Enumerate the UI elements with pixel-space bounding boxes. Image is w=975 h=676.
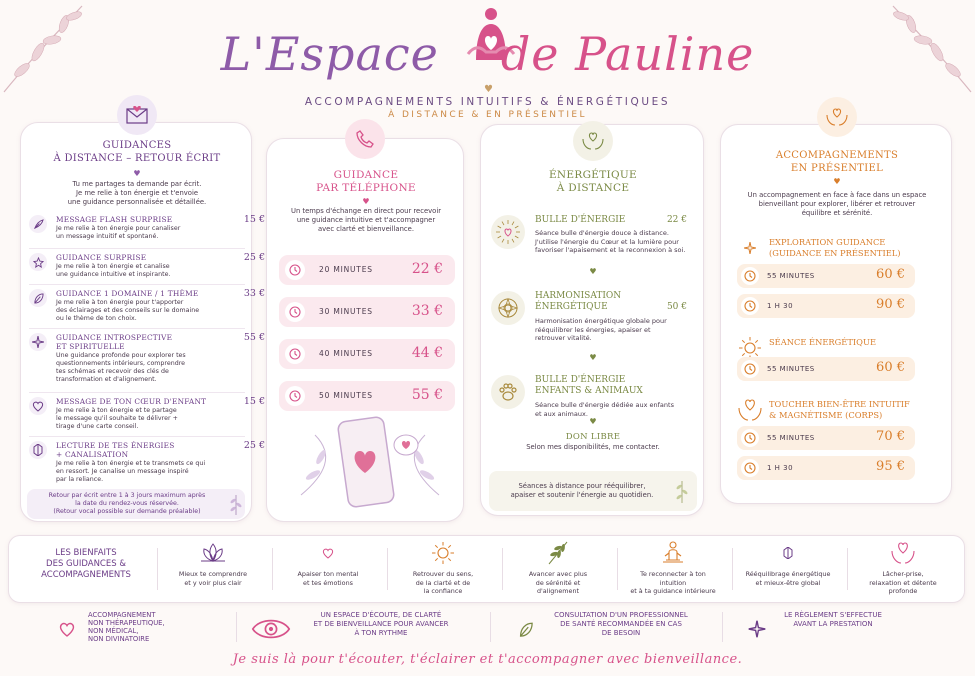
duration-label: 55 MINUTES bbox=[767, 272, 815, 280]
card3-note-box bbox=[489, 471, 697, 511]
benefit-text: Lâcher-prise, relaxation et détente profonde bbox=[869, 570, 937, 595]
card1-heart-icon: ♥ bbox=[133, 169, 141, 178]
divider-heart-icon: ♥ bbox=[589, 417, 597, 426]
card2-intro: Un temps d'échange en direct pour recevoir une guidance intuitive et t'accompagner avec clarté et bienveillance. bbox=[290, 207, 442, 233]
section-name: TOUCHER BIEN-ÊTRE INTUITIF & MAGNÉTISME (CORPS) bbox=[769, 399, 910, 420]
service-name: GUIDANCE 1 DOMAINE / 1 THÈME bbox=[56, 289, 199, 298]
benefit-item bbox=[167, 538, 259, 587]
brand-part2: de Pauline bbox=[500, 27, 755, 81]
divider bbox=[29, 284, 245, 285]
duration-price: 60 € bbox=[876, 360, 905, 375]
duration-label: 1 H 30 bbox=[767, 464, 794, 472]
don-libre-text: Selon mes disponibilités, me contacter. bbox=[526, 443, 660, 451]
service-price: 25 € bbox=[243, 252, 265, 263]
duration-label: 1 H 30 bbox=[767, 302, 794, 310]
duration-label: 40 MINUTES bbox=[319, 349, 373, 358]
heart-icon bbox=[29, 397, 47, 415]
divider-heart-icon: ♥ bbox=[589, 267, 597, 276]
card4-intro: Un accompagnement en face à face dans un espace bienveillant pour explorer, libérer et retrouver équilibre et sérénité. bbox=[747, 191, 927, 217]
benefit-item bbox=[627, 538, 719, 596]
service-description: Je me relie à ton énergie pour canaliser un message intuitif et spontané. bbox=[56, 225, 181, 240]
service-name: MESSAGE DE TON CŒUR D'ENFANT bbox=[56, 397, 207, 406]
leaf-icon bbox=[504, 608, 546, 650]
clock-icon bbox=[285, 260, 305, 280]
star-icon bbox=[29, 253, 47, 271]
subtitle: ACCOMPAGNEMENTS INTUITIFS & ÉNERGÉTIQUES bbox=[304, 96, 671, 108]
card2-title: GUIDANCE PAR TÉLÉPHONE bbox=[316, 169, 416, 194]
duration-price: 55 € bbox=[411, 387, 443, 403]
divider bbox=[502, 548, 503, 590]
duration-label: 20 MINUTES bbox=[319, 265, 373, 274]
sparkle-icon bbox=[737, 235, 763, 261]
divider bbox=[272, 548, 273, 590]
hands-heart-icon bbox=[817, 97, 857, 137]
service-description: Séance bulle d'énergie dédiée aux enfants et aux animaux. bbox=[535, 401, 674, 418]
benefit-item bbox=[282, 538, 374, 587]
service-name: LECTURE DE TES ÉNERGIES + CANALISATION bbox=[56, 441, 175, 459]
card2-heart-icon: ♥ bbox=[362, 197, 370, 206]
divider bbox=[722, 612, 723, 642]
hands-heart-icon bbox=[573, 121, 613, 161]
service-price: 15 € bbox=[243, 396, 265, 407]
presentiel-price-row bbox=[737, 426, 915, 450]
benefit-text: Avancer avec plus de sérénité et d'alignement bbox=[528, 570, 588, 595]
divider bbox=[490, 612, 491, 642]
crystal-icon bbox=[742, 538, 834, 568]
card1-note: Retour par écrit entre 1 à 3 jours maximum après la date du rendez-vous réservée. (Retour vocal possible sur demande préalable) bbox=[48, 492, 206, 515]
sun-heart-icon bbox=[491, 215, 525, 249]
lotus-icon bbox=[167, 538, 259, 568]
smartphone-heart-illustration bbox=[295, 415, 445, 515]
meditation-icon bbox=[627, 538, 719, 568]
divider bbox=[29, 328, 245, 329]
service-name: BULLE D'ÉNERGIE ENFANTS & ANIMAUX bbox=[535, 375, 643, 396]
clock-icon bbox=[741, 429, 759, 447]
card1-note-box bbox=[27, 489, 245, 519]
card-guidance-telephone bbox=[266, 138, 464, 522]
duration-price: 95 € bbox=[876, 459, 905, 474]
service-name: GUIDANCE SURPRISE bbox=[56, 253, 147, 262]
hands-heart-icon bbox=[857, 538, 949, 568]
paw-icon bbox=[491, 375, 525, 409]
duration-price: 33 € bbox=[411, 303, 443, 319]
sprig-icon bbox=[229, 493, 243, 515]
benefit-item bbox=[397, 538, 489, 596]
sun-icon bbox=[397, 538, 489, 568]
service-price: 22 € bbox=[666, 215, 687, 225]
card-accompagnements-presentiel bbox=[720, 124, 952, 504]
service-price: 15 € bbox=[243, 214, 265, 225]
eye-icon bbox=[250, 608, 292, 650]
service-description: Je me relie à ton énergie pour t'apporter des éclairages et des conseils sur le domaine ou le thème de ton choix. bbox=[56, 299, 200, 322]
feather-icon bbox=[29, 215, 47, 233]
heart-icon bbox=[282, 538, 374, 568]
presentiel-price-row bbox=[737, 294, 915, 318]
service-name: BULLE D'ÉNERGIE bbox=[535, 215, 626, 225]
service-name: MESSAGE FLASH SURPRISE bbox=[56, 215, 173, 224]
service-description: Je me relie à ton énergie et te transmets ce qui en ressort. Je canalise un message inspiré par la reliance. bbox=[56, 460, 206, 483]
phone-price-row bbox=[279, 255, 455, 285]
mandala-icon bbox=[491, 291, 525, 325]
footer-text: ACCOMPAGNEMENT NON THÉRAPEUTIQUE, NON MÉDICAL, NON DIVINATOIRE bbox=[88, 611, 165, 643]
card-energetique-distance bbox=[480, 124, 704, 516]
card4-title: ACCOMPAGNEMENTS EN PRÉSENTIEL bbox=[775, 150, 899, 174]
section-name: EXPLORATION GUIDANCE (GUIDANCE EN PRÉSENTIEL) bbox=[769, 237, 901, 258]
envelope-heart-icon bbox=[117, 95, 157, 135]
phone-icon bbox=[345, 119, 385, 159]
benefit-item bbox=[512, 538, 604, 596]
duration-price: 44 € bbox=[411, 345, 443, 361]
duration-price: 70 € bbox=[876, 429, 905, 444]
service-description: Je me relie à ton énergie et te partage le message qu'il souhaite te délivrer + tirage d'une carte conseil. bbox=[56, 407, 178, 430]
card-guidances-distance bbox=[20, 122, 265, 522]
clock-icon bbox=[285, 344, 305, 364]
benefit-item bbox=[857, 538, 949, 596]
phone-price-row bbox=[279, 339, 455, 369]
benefit-text: Apaiser ton mental et tes émotions bbox=[297, 570, 359, 587]
service-price: 50 € bbox=[666, 302, 687, 312]
brand-part1: L'Espace bbox=[220, 27, 439, 81]
card3-note: Séances à distance pour rééquilibrer, apaiser et soutenir l'énergie au quotidien. bbox=[510, 482, 654, 499]
benefit-text: Rééquilibrage énergétique et mieux-être global bbox=[745, 570, 831, 587]
card3-title: ÉNERGÉTIQUE À DISTANCE bbox=[548, 169, 638, 194]
service-description: Harmonisation énergétique globale pour rééquilibrer les énergies, apaiser et retrouver vitalité. bbox=[535, 317, 667, 342]
duration-label: 50 MINUTES bbox=[319, 391, 373, 400]
brand-title bbox=[0, 24, 975, 84]
duration-price: 90 € bbox=[876, 297, 905, 312]
service-price: 25 € bbox=[243, 440, 265, 451]
clock-icon bbox=[741, 297, 759, 315]
footer-text: UN ESPACE D'ÉCOUTE, DE CLARTÉ ET DE BIENVEILLANCE POUR AVANCER À TON RYTHME bbox=[313, 611, 449, 637]
benefit-text: Te reconnecter à ton intuition et à ta guidance intérieure bbox=[630, 570, 716, 595]
hands-heart-icon bbox=[737, 397, 763, 423]
duration-price: 60 € bbox=[876, 267, 905, 282]
card4-heart-icon: ♥ bbox=[833, 177, 841, 186]
divider bbox=[387, 548, 388, 590]
duration-label: 30 MINUTES bbox=[319, 307, 373, 316]
don-libre-title: DON LIBRE bbox=[565, 432, 621, 442]
benefits-title: LES BIENFAITS DES GUIDANCES & ACCOMPAGNEMENTS bbox=[41, 548, 131, 580]
service-description: Séance bulle d'énergie douce à distance. J'utilise l'énergie du Cœur et la lumière pour favoriser l'apaisement et la reconnexion à soi. bbox=[535, 229, 686, 254]
clock-icon bbox=[285, 302, 305, 322]
service-description: Je me relie à ton énergie et canalise une guidance intuitive et inspirante. bbox=[56, 263, 171, 278]
service-name: HARMONISATION ÉNERGÉTIQUE bbox=[535, 291, 622, 312]
divider bbox=[847, 548, 848, 590]
card1-title: GUIDANCES À DISTANCE – RETOUR ÉCRIT bbox=[53, 140, 221, 164]
service-price: 55 € bbox=[243, 332, 265, 343]
service-price: 33 € bbox=[243, 288, 265, 299]
presentiel-price-row bbox=[737, 456, 915, 480]
footer-text: LE RÈGLEMENT S'EFFECTUE AVANT LA PRESTATION bbox=[784, 611, 882, 628]
clock-icon bbox=[285, 386, 305, 406]
divider bbox=[617, 548, 618, 590]
duration-label: 55 MINUTES bbox=[767, 365, 815, 373]
duration-price: 22 € bbox=[411, 261, 443, 277]
benefit-item bbox=[742, 538, 834, 587]
presentiel-price-row bbox=[737, 357, 915, 381]
benefits-bar bbox=[8, 535, 965, 603]
phone-price-row bbox=[279, 381, 455, 411]
service-description: Une guidance profonde pour explorer tes questionnements intérieurs, comprendre tes schémas et recevoir des clés de transformation et d'alignement. bbox=[56, 352, 186, 383]
sprig-icon bbox=[675, 479, 689, 503]
service-name: GUIDANCE INTROSPECTIVE ET SPIRITUELLE bbox=[56, 333, 173, 351]
phone-price-row bbox=[279, 297, 455, 327]
subtitle-secondary: À DISTANCE & EN PRÉSENTIEL bbox=[388, 110, 587, 120]
divider bbox=[29, 248, 245, 249]
divider bbox=[157, 548, 158, 590]
sparkle-icon bbox=[29, 333, 47, 351]
benefit-text: Retrouver du sens, de la clarté et de la confiance bbox=[412, 570, 474, 595]
footer-text: CONSULTATION D'UN PROFESSIONNEL DE SANTÉ RECOMMANDÉE EN CAS DE BESOIN bbox=[554, 611, 688, 637]
divider bbox=[29, 436, 245, 437]
leaf-icon bbox=[29, 289, 47, 307]
crystal-icon bbox=[29, 441, 47, 459]
card1-intro: Tu me partages ta demande par écrit. Je me relie à ton énergie et t'envoie une guidance personnalisée et détaillée. bbox=[67, 180, 207, 206]
duration-label: 55 MINUTES bbox=[767, 434, 815, 442]
clock-icon bbox=[741, 459, 759, 477]
divider bbox=[29, 392, 245, 393]
small-heart-icon: ♥ bbox=[484, 84, 493, 95]
presentiel-price-row bbox=[737, 264, 915, 288]
clock-icon bbox=[741, 267, 759, 285]
clock-icon bbox=[741, 360, 759, 378]
tagline: Je suis là pour t'écouter, t'éclairer et t'accompagner avec bienveillance. bbox=[232, 652, 743, 667]
branch-icon bbox=[512, 538, 604, 568]
divider bbox=[236, 612, 237, 642]
heart-icon bbox=[46, 608, 88, 650]
benefit-text: Mieux te comprendre et y voir plus clair bbox=[178, 570, 248, 587]
divider-heart-icon: ♥ bbox=[589, 353, 597, 362]
section-name: SÉANCE ÉNERGÉTIQUE bbox=[769, 337, 877, 347]
divider bbox=[732, 548, 733, 590]
